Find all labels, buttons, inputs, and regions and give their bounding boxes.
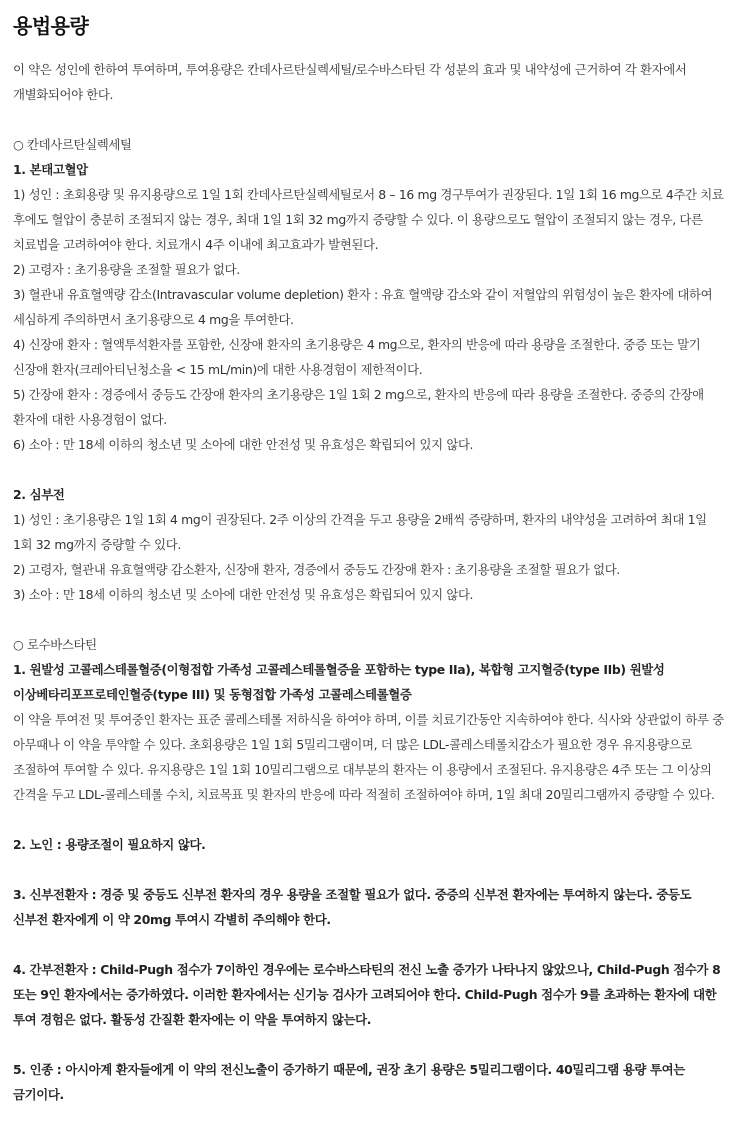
spacer xyxy=(13,457,724,482)
heart-failure-item-pediatric: 3) 소아 : 만 18세 이하의 청소년 및 소아에 대한 안전성 및 유효성은 확립되어 있지 않다. xyxy=(13,587,474,602)
hepatic-failure-section: 4. 간부전환자 : Child-Pugh 점수가 7이하인 경우에는 로수바스타틴의 전신 노출 증가가 나타나지 않았으나, Child-Pugh 점수가 8 또는 9인 환자에서는 증가하였다. 이러한 환자에서는 신기능 검사가 고려되어야 한다. Child-Pugh 점수가 9를 초과하는 환자에 대한 투여 경험은 없다. 활동성 간질환 환자에는 이 약을 투여하지 않는다. xyxy=(13,962,721,1027)
candesartan-header: ○ 칸데사르탄실렉세틸 xyxy=(13,137,132,152)
hypertension-item-pediatric: 6) 소아 : 만 18세 이하의 청소년 및 소아에 대한 안전성 및 유효성은 확립되어 있지 않다. xyxy=(13,437,474,452)
spacer xyxy=(13,857,724,882)
spacer xyxy=(13,607,724,632)
intro-paragraph: 이 약은 성인에 한하여 투여하며, 투여용량은 칸데사르탄실렉세틸/로수바스타틴 각 성분의 효과 및 내약성에 근거하여 각 환자에서 개별화되어야 한다. xyxy=(13,62,687,102)
spacer xyxy=(13,1032,724,1057)
hypertension-item-hepatic: 5) 간장애 환자 : 경증에서 중등도 간장애 환자의 초기용량은 1일 1회 2 mg으로, 환자의 반응에 따라 용량을 조절한다. 중증의 간장애 환자에 대한 사용경험이 없다. xyxy=(13,387,704,427)
spacer xyxy=(13,932,724,957)
rosuvastatin-header: ○ 로수바스타틴 xyxy=(13,637,97,652)
renal-failure-section: 3. 신부전환자 : 경증 및 중등도 신부전 환자의 경우 용량을 조절할 필요가 없다. 중증의 신부전 환자에는 투여하지 않는다. 중등도 신부전 환자에게 이 약 20mg 투여시 각별히 주의해야 한다. xyxy=(13,887,692,927)
hypertension-item-renal: 4) 신장애 환자 : 혈액투석환자를 포함한, 신장애 환자의 초기용량은 4 mg으로, 환자의 반응에 따라 용량을 조절한다. 중증 또는 말기 신장애 환자(크레아티닌청소율 < 15 mL/min)에 대한 사용경험이 제한적이다. xyxy=(13,337,701,377)
hypertension-item-volume-depletion: 3) 혈관내 유효혈액량 감소(Intravascular volume depletion) 환자 : 유효 혈액량 감소와 같이 저혈압의 위험성이 높은 환자에 대하여 세심하게 주의하면서 초기용량으로 4 mg을 투여한다. xyxy=(13,287,713,327)
hypercholesterolemia-heading: 1. 원발성 고콜레스테롤혈증(이형접합 가족성 고콜레스테롤혈증을 포함하는 type IIa), 복합형 고지혈증(type IIb) 원발성 이상베타리포프로테인혈증(type III) 및 동형접합 가족성 고콜레스테롤혈증 xyxy=(13,662,665,702)
heart-failure-heading: 2. 심부전 xyxy=(13,487,65,502)
page-title: 용법용량 xyxy=(13,14,89,38)
spacer xyxy=(13,107,724,132)
hypercholesterolemia-body: 이 약을 투여전 및 투여중인 환자는 표준 콜레스테롤 저하식을 하여야 하며, 이를 치료기간동안 지속하여야 한다. 식사와 상관없이 하루 중 아무때나 이 약을 투약할 수 있다. 초회용량은 1일 1회 5밀리그램이며, 더 많은 LDL-콜레스테롤치감소가 필요한 경우 유지용량으로 조절하여 투여할 수 있다. 유지용량은 1일 1회 10밀리그램으로 대부분의 환자는 이 용량에서 조절된다. 유지용량은 4주 또는 그 이상의 간격을 두고 LDL-콜레스테롤 수치, 치료목표 및 환자의 반응에 따라 적절히 조절하여야 하며, 1일 최대 20밀리그램까지 증량할 수 있다. xyxy=(13,712,724,802)
hypertension-item-adult: 1) 성인 : 초회용량 및 유지용량으로 1일 1회 칸데사르탄실렉세틸로서 8 – 16 mg 경구투여가 권장된다. 1일 1회 16 mg으로 4주간 치료 후에도 혈압이 충분히 조절되지 않는 경우, 최대 1일 1회 32 mg까지 증량할 수 있다. 이 용량으로도 혈압이 조절되지 않는 경우, 다른 치료법을 고려하여야 한다. 치료개시 4주 이내에 최고효과가 발현된다. xyxy=(13,187,724,252)
heart-failure-item-adult: 1) 성인 : 초기용량은 1일 1회 4 mg이 권장된다. 2주 이상의 간격을 두고 용량을 2배씩 증량하며, 환자의 내약성을 고려하여 최대 1일 1회 32 mg까지 증량할 수 있다. xyxy=(13,512,707,552)
spacer xyxy=(13,807,724,832)
heart-failure-item-special: 2) 고령자, 혈관내 유효혈액량 감소환자, 신장애 환자, 경증에서 중등도 간장애 환자 : 초기용량을 조절할 필요가 없다. xyxy=(13,562,620,577)
hypertension-item-elderly: 2) 고령자 : 초기용량을 조절할 필요가 없다. xyxy=(13,262,240,277)
hypertension-heading: 1. 본태고혈압 xyxy=(13,162,88,177)
elderly-section: 2. 노인 : 용량조절이 필요하지 않다. xyxy=(13,837,206,852)
race-section: 5. 인종 : 아시아계 환자들에게 이 약의 전신노출이 증가하기 때문에, 권장 초기 용량은 5밀리그램이다. 40밀리그램 용량 투여는 금기이다. xyxy=(13,1062,685,1102)
